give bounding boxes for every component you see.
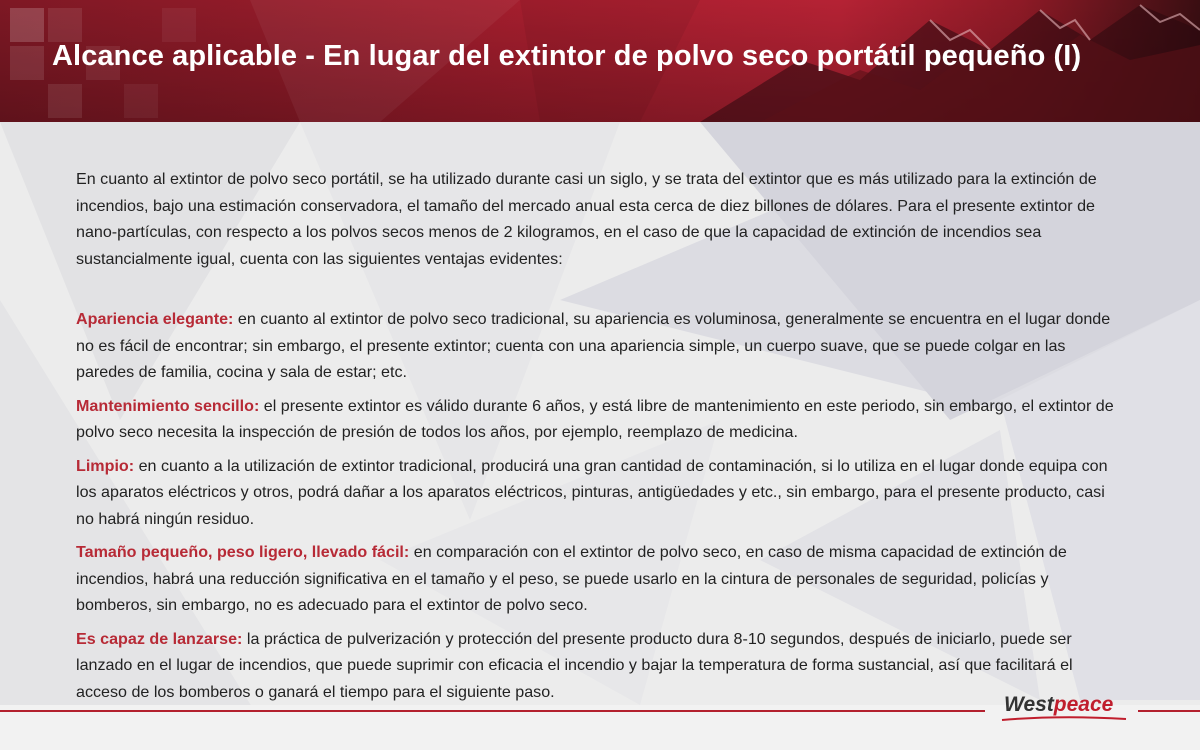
advantage-item [76,539,1124,619]
logo-text-west: West [1004,693,1054,716]
main-content [76,166,1124,712]
advantage-item [76,306,1124,386]
advantage-term: Tamaño pequeño, peso ligero, llevado fácil: [76,543,410,561]
advantage-item [76,393,1124,446]
advantage-text: la práctica de pulverización y protección del presente producto dura 8-10 segundos, después de iniciarlo, puede ser lanzado en el lugar de incendios, que puede suprimir con eficacia el incendio y bajar la temperatura de forma sustancial, así que facilitará el acceso de los bomberos o ganará el tiempo para el siguiente paso. [76,629,1073,701]
advantage-item [76,626,1124,706]
advantage-term: Limpio: [76,456,135,475]
header-banner [0,0,1200,122]
advantage-term: Es capaz de lanzarse: [76,629,243,648]
footer-divider-right [1138,710,1200,712]
advantage-item [76,453,1124,533]
logo-text-peace: peace [1053,693,1114,716]
advantage-text: en cuanto a la utilización de extintor tradicional, producirá una gran cantidad de contaminación, si lo utiliza en el lugar donde equipa con los aparatos eléctricos y otros, podrá dañar a los aparatos eléctricos, pinturas, antigüedades y etc., sin embargo, para el presente producto, casi no habrá ningún residuo. [76,456,1108,528]
advantage-text: el presente extintor es válido durante 6 años, y está libre de mantenimiento en este periodo, sin embargo, el extintor de polvo seco necesita la inspección de presión de todos los años, por ejemplo, reemplazo de medicina. [76,396,1114,441]
page-title: Alcance aplicable - En lugar del extintor de polvo seco portátil pequeño (I) [52,40,1082,72]
footer-divider-left [0,710,985,712]
advantage-text: en cuanto al extintor de polvo seco tradicional, su apariencia es voluminosa, generalmente se encuentra en el lugar donde no es fácil de encontrar; sin embargo, el presente extintor; cuenta con una apariencia simple, un cuerpo suave, que se puede colgar en las paredes de familia, cocina y sala de estar; etc. [76,310,1111,381]
advantage-term: Mantenimiento sencillo: [76,396,260,415]
intro-paragraph: En cuanto al extintor de polvo seco portátil, se ha utilizado durante casi un siglo, y se trata del extintor que es más utilizado para la extinción de incendios, bajo una estimación conservadora, el tamaño del mercado anual esta cerca de diez billones de dólares. Para el presente extintor de nano-partículas, con respecto a los polvos secos menos de 2 kilogramos, en el caso de que la capacidad de extinción de incendios sea sustancialmente igual, cuenta con las siguientes ventajas evidentes: [76,170,1097,268]
logo-swoosh-icon [1000,714,1130,724]
advantage-term: Apariencia elegante: [76,310,234,328]
advantage-text: en comparación con el extintor de polvo seco, en caso de misma capacidad de extinción de incendios, habrá una reducción significativa en el tamaño y el peso, se puede usarlo en la cintura de personales de seguridad, policías y bomberos, sin embargo, no es adecuado para el extintor de polvo seco. [76,543,1067,614]
